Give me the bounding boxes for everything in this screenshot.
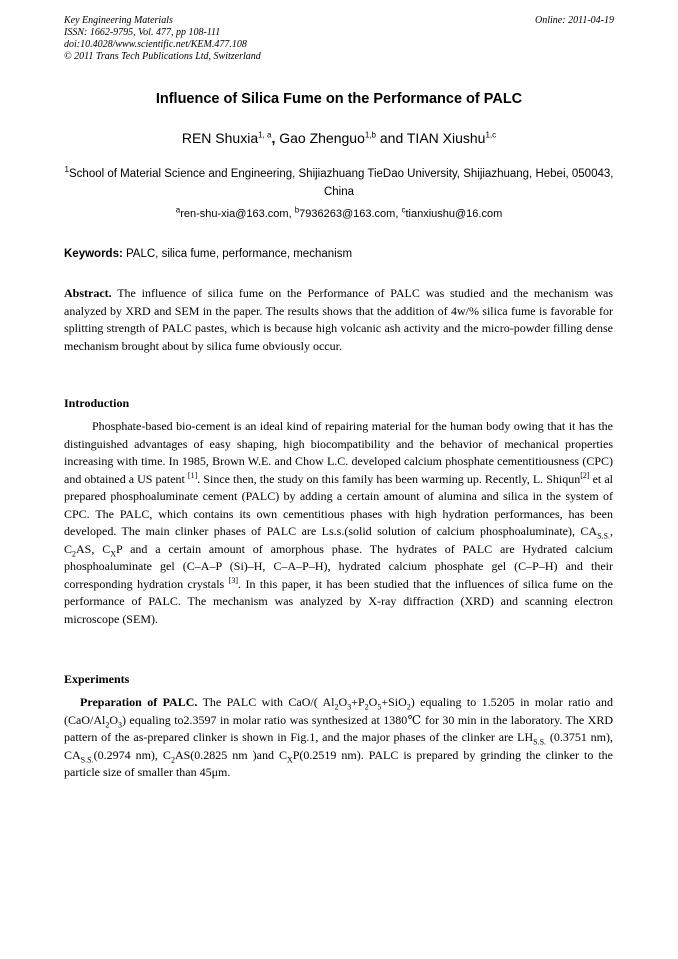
subscript: 5 <box>377 702 382 712</box>
subscript: 2 <box>406 702 411 712</box>
affiliation-text: School of Material Science and Engineering, Shijiazhuang TieDao University, Shijiazhuang, Hebei, 050043, China <box>69 168 614 198</box>
journal-header <box>64 15 614 63</box>
keywords-label: Keywords: <box>64 248 123 260</box>
exp-text: O <box>109 712 118 727</box>
intro-text: et al prepared phosphoaluminate cement (PALC) by adding a certain amount of alumina and silica in the system of CPC. The PALC, which contains its own cementitious phases with high hydration performances, has been developed. The main clinker phases of PALC are Ls.s.(solid solution of calcium phosphoaluminate), CA <box>64 471 613 538</box>
exp-text: O <box>368 695 378 709</box>
subsection-heading: Preparation of PALC. <box>80 695 198 709</box>
subscript: S.S. <box>533 737 547 747</box>
citation-ref[interactable]: [3] <box>228 575 239 585</box>
author-separator: and <box>375 130 407 146</box>
citation-ref[interactable]: [2] <box>580 470 590 480</box>
exp-text: +SiO <box>381 695 407 709</box>
subscript: X <box>286 754 293 764</box>
intro-text: . Since then, the study on this family has been warming up. Recently, L. Shiqun <box>197 471 581 486</box>
subscript: S.S. <box>80 754 94 764</box>
journal-name: Key Engineering Materials <box>64 15 173 26</box>
keywords-text: PALC, silica fume, performance, mechanism <box>122 248 353 260</box>
doi-line[interactable]: doi:10.4028/www.scientific.net/KEM.477.108 <box>64 39 247 50</box>
introduction-heading: Introduction <box>64 396 130 410</box>
exp-text: +P <box>351 695 365 709</box>
author-name: REN Shuxia <box>181 130 259 146</box>
email-sup: a <box>175 205 181 215</box>
exp-text: ) equaling to 1.5205 in molar ratio and (CaO/Al <box>64 695 614 727</box>
subscript: 2 <box>364 702 369 712</box>
subscript: 2 <box>170 754 175 764</box>
author-list <box>64 130 614 146</box>
email-address[interactable]: tianxiushu@16.com <box>405 208 503 220</box>
online-date: Online: 2011-04-19 <box>535 15 614 26</box>
subscript: 2 <box>72 548 77 558</box>
exp-text: AS(0.2825 nm )and C <box>174 747 287 762</box>
author-name: Gao Zhenguo <box>279 130 365 146</box>
intro-text: Phosphate-based bio-cement is an ideal kind of repairing material for the human body owing that it has the distinguished advantages of easy shaping, high biocompatibility and the behavior of mechanical properties increasing with time. In 1985, Brown W.E. and Chow L.C. developed calcium phosphate cementitiousness (CPC) and obtained a US patent <box>64 419 613 486</box>
subscript: 3 <box>118 719 122 729</box>
exp-text: O <box>338 695 348 709</box>
intro-text: , C <box>64 524 613 556</box>
subscript: 2 <box>334 702 339 712</box>
intro-text: P and a certain amount of amorphous phase. The hydrates of PALC are Hydrated calcium phosphoaluminate gel (C–A–P (Si)–H, C–A–P–H), hydrated calcium phosphate gel (C–P–H) and their corresponding hydration crystals <box>64 541 613 591</box>
exp-text: (0.2974 nm), C <box>93 747 171 762</box>
intro-text: AS, C <box>76 541 111 556</box>
email-address[interactable]: ren-shu-xia@163.com <box>180 208 289 220</box>
keywords <box>64 248 614 260</box>
affiliation-sup: 1 <box>64 165 69 175</box>
email-sup: b <box>294 205 300 215</box>
issn-line: ISSN: 1662-9795, Vol. 477, pp 108-111 <box>64 27 221 38</box>
subscript: 3 <box>347 702 352 712</box>
citation-ref[interactable]: [1] <box>187 470 198 480</box>
copyright-line: © 2011 Trans Tech Publications Ltd, Switzerland <box>64 51 261 62</box>
author-sup: 1,b <box>364 130 376 140</box>
subscript: 2 <box>105 719 110 729</box>
experiments-heading: Experiments <box>64 672 130 686</box>
exp-text: (0.3751 nm), CA <box>64 730 613 762</box>
affiliation <box>64 165 614 201</box>
exp-text: ) equaling to2.3597 in molar ratio was synthesized at 1380℃ for 30 min in the laboratory. The XRD pattern of the as-prepared clinker is shown in Fig.1, and the major phases of the clinker are LH <box>64 712 613 744</box>
experiments-body <box>64 694 613 782</box>
subscript: S.S. <box>597 531 610 541</box>
email-address[interactable]: 7936263@163.com <box>299 208 396 220</box>
exp-text: P(0.2519 nm). PALC is prepared by grinding the clinker to the particle size of smaller than 45μm. <box>64 747 614 779</box>
author-name: TIAN Xiushu <box>406 130 486 146</box>
abstract-label: Abstract. <box>64 286 112 300</box>
exp-text: The PALC with CaO/( Al <box>197 695 335 709</box>
paper-title: Influence of Silica Fume on the Performance of PALC <box>155 91 523 107</box>
intro-text: . In this paper, it has been studied that the influences of silica fume on the performance of PALC. The mechanism was analyzed by X-ray diffraction (XRD) and scanning electron microscope (SEM). <box>64 576 614 626</box>
author-sup: 1, a <box>258 130 272 140</box>
author-sup: 1,c <box>485 130 497 140</box>
author-separator: , <box>271 130 280 146</box>
email-list: $^a$ren-shu-xia@163.com, $^b$7936263@163.com, $^c$tianxiushu@16.com <box>175 205 503 220</box>
subscript: X <box>110 548 116 558</box>
introduction-body <box>64 418 613 628</box>
email-sup: c <box>401 205 406 215</box>
abstract-text: The influence of silica fume on the Performance of PALC was studied and the mechanism was analyzed by XRD and SEM in the paper. The results shows that the addition of 4w/% silica fume is favorable for splitting strength of PALC pastes, which is because high volcanic ash activity and the micro-powder filling dense mechanism brought about by silica fume obviously occur. <box>64 286 613 353</box>
abstract <box>64 285 613 355</box>
